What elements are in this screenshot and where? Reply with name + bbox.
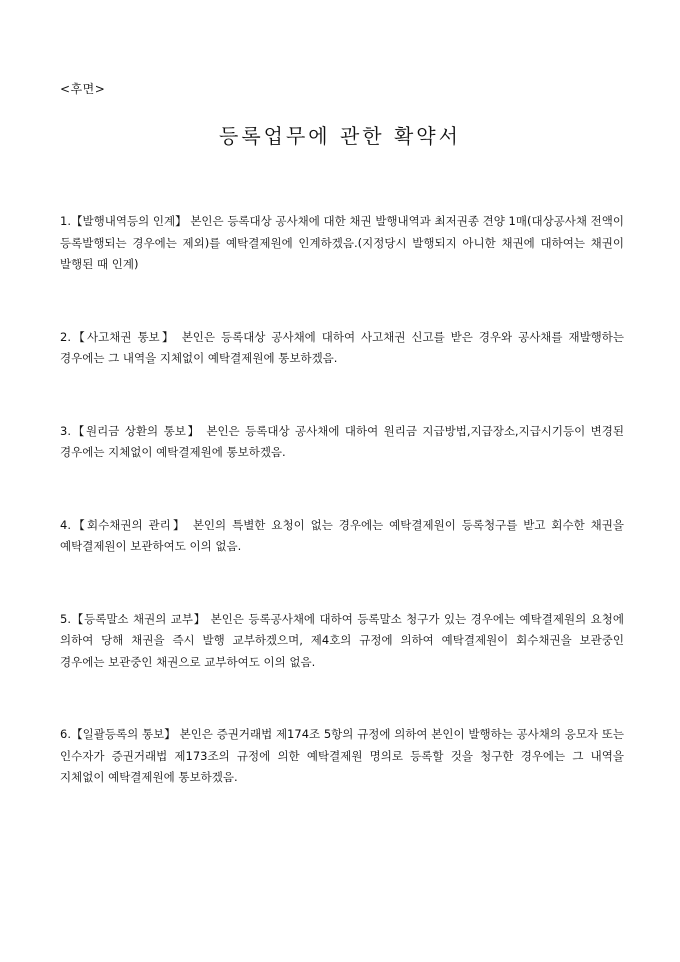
clause-item (60, 211, 624, 276)
clause-heading: 【일괄등록의 통보】 (70, 727, 176, 741)
clause-heading: 【발행내역등의 인계】 (70, 214, 187, 228)
clause-number: 5. (60, 611, 71, 626)
clause-item (60, 421, 624, 464)
clause-number: 6. (60, 727, 71, 741)
clause-heading: 【원리금 상환의 통보】 (70, 423, 201, 438)
clause-heading: 【등록말소 채권의 교부】 (70, 611, 207, 626)
clause-number: 3. (60, 423, 71, 438)
clause-item (60, 609, 624, 674)
clause-text: 본인은 등록대상 공사채에 대하여 사고채권 신고를 받은 경우와 공사채를 재발행하는 경우에는 그 내역을 지체없이 예탁결제원에 통보하겠음. (60, 329, 625, 365)
page-side-label: <후면> (60, 82, 106, 96)
clause-heading: 【사고채권 통보】 (70, 329, 176, 344)
clause-text: 본인의 특별한 요청이 없는 경우에는 예탁결제원이 등록청구를 받고 회수한 채권을 예탁결제원이 보관하여도 이의 없음. (60, 517, 625, 553)
clause-text: 본인은 등록대상 공사채에 대하여 원리금 지급방법,지급장소,지급시기등이 변경된 경우에는 지체없이 예탁결제원에 통보하겠음. (60, 423, 625, 459)
clause-text: 본인은 등록대상 공사채에 대한 채권 발행내역과 최저권종 견양 1매(대상공사채 전액이 등록발행되는 경우에는 제외)를 예탁결제원에 인계하겠음.(지정당시 발행되지 아니한 채권에 대하여는 채권이 발행된 때 인계) (60, 214, 625, 271)
clause-number: 4. (60, 517, 71, 532)
clause-item (60, 724, 624, 789)
clause-text: 본인은 증권거래법 제174조 5항의 규정에 의하여 본인이 발행하는 공사채의 응모자 또는 인수자가 증권거래법 제173조의 규정에 의한 예탁결제원 명의로 등록할 것을 청구한 경우에는 그 내역을 지체없이 예탁결제원에 통보하겠음. (60, 727, 624, 784)
clause-text: 본인은 등록공사채에 대하여 등록말소 청구가 있는 경우에는 예탁결제원의 요청에 의하여 당해 채권을 즉시 발행 교부하겠으며, 제4호의 규정에 의하여 예탁결제원이 회수채권을 보관중인 경우에는 보관중인 채권으로 교부하여도 이의 없음. (60, 611, 624, 669)
document-title: 등록업무에 관한 확약서 (219, 124, 461, 148)
clause-item (60, 327, 624, 370)
clause-heading: 【회수채권의 관리】 (70, 517, 187, 532)
clause-list (60, 211, 624, 840)
clause-number: 1. (60, 214, 71, 228)
clause-number: 2. (60, 329, 71, 344)
clause-item (60, 515, 624, 558)
